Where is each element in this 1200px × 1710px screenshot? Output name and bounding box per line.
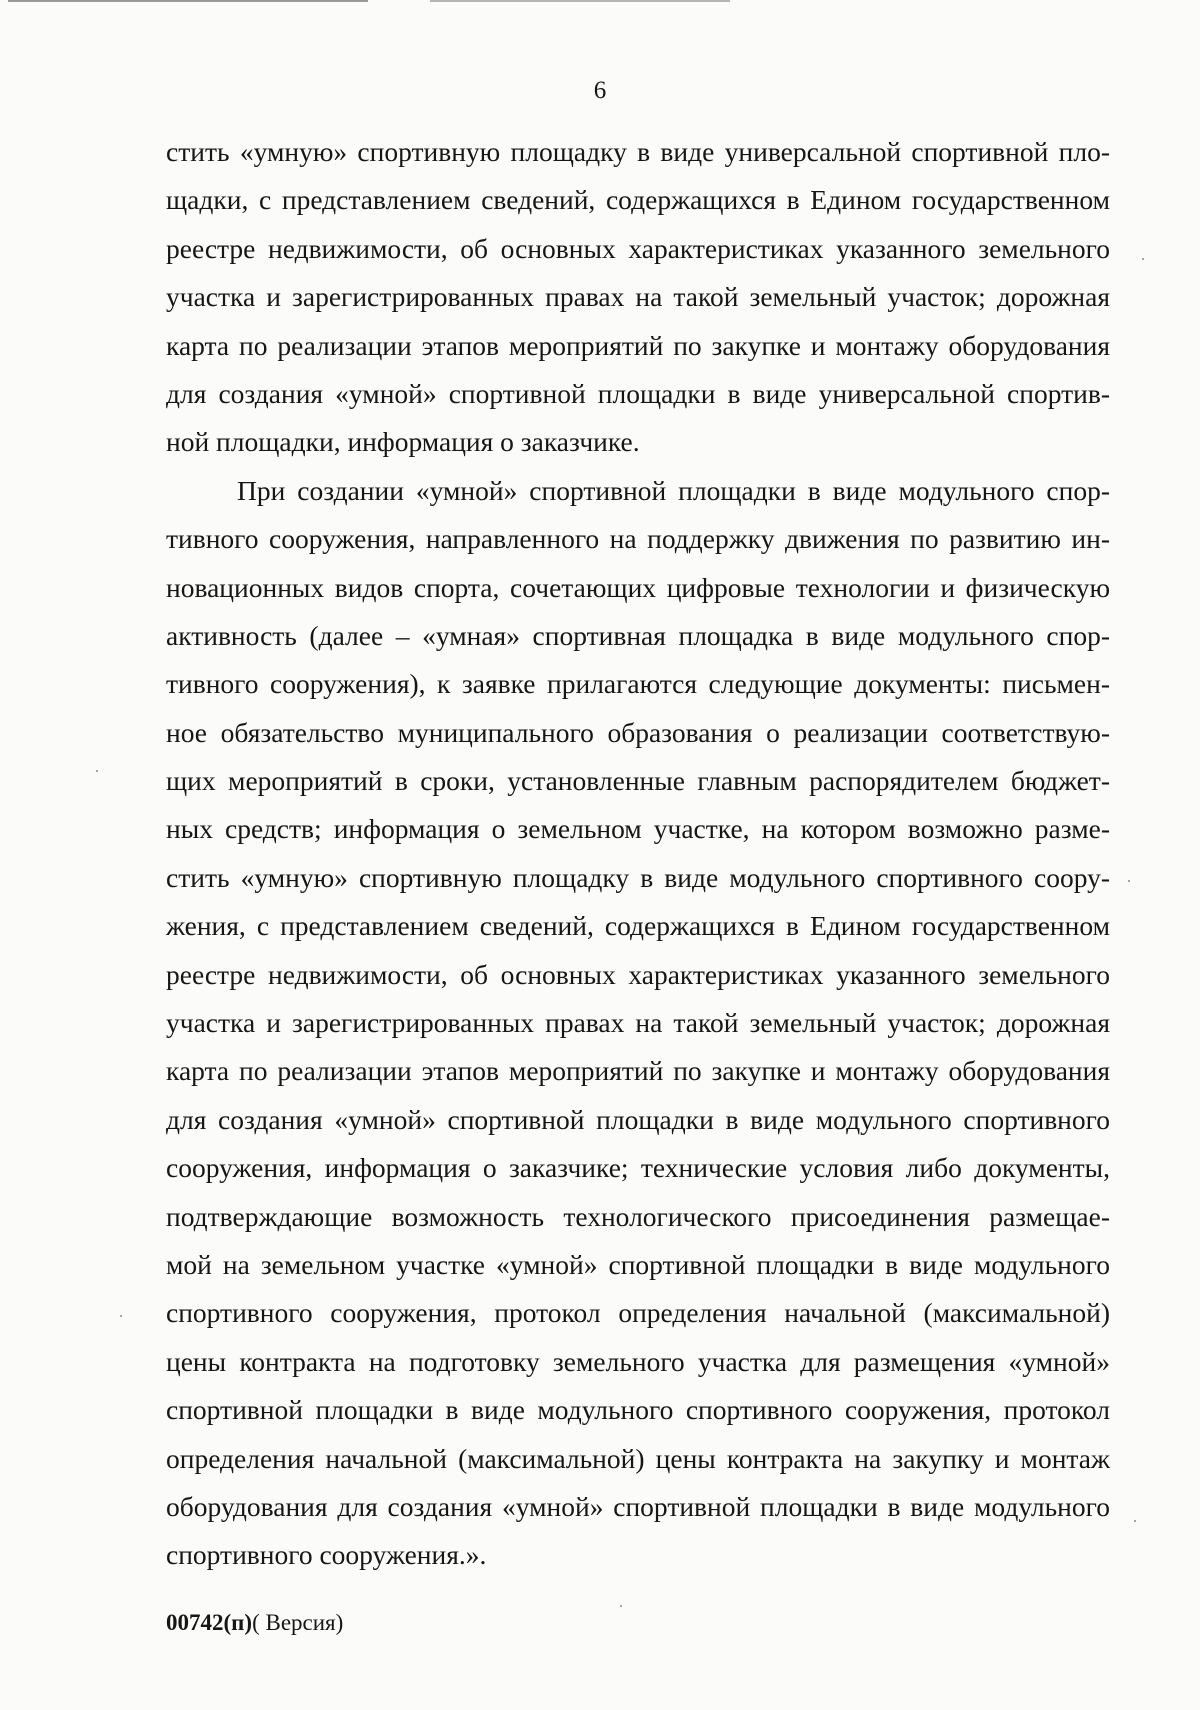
text-line: стить «умную» спортивную площадку в виде универсальной спортивной пло-: [166, 136, 1110, 167]
text-line: участка и зарегистрированных правах на такой земельный участок; дорожная: [166, 1007, 1110, 1039]
text-line: ных средств; информация о земельном участке, на котором возможно разме-: [166, 813, 1110, 845]
text-line: карта по реализации этапов мероприятий по закупке и монтажу оборудования: [166, 1055, 1110, 1087]
paragraph-1: [166, 128, 1110, 467]
text-line: тивного сооружения), к заявке прилагаются следующие документы: письмен-: [166, 668, 1110, 700]
text-line: При создании «умной» спортивной площадки в виде модульного спор-: [237, 474, 1110, 506]
text-line: щих мероприятий в сроки, установленные главным распорядителем бюджет-: [166, 765, 1110, 797]
text-line: сооружения, информация о заказчике; технические условия либо документы,: [166, 1152, 1110, 1184]
text-line: щадки, с представлением сведений, содержащихся в Едином государственном: [166, 184, 1110, 216]
text-line: стить «умную» спортивную площадку в виде модульного спортивного соору-: [166, 861, 1110, 893]
scan-speck: [1128, 880, 1130, 882]
document-version: ( Версия): [252, 1610, 344, 1635]
text-line: ной площадки, информация о заказчике.: [166, 426, 640, 458]
scan-edge-mark: [430, 0, 730, 2]
scan-speck: [96, 770, 98, 772]
text-line: спортивного сооружения, протокол определения начальной (максимальной): [166, 1297, 1110, 1329]
scan-speck: [1134, 1520, 1136, 1522]
scan-edge-mark: [8, 0, 368, 2]
text-line: оборудования для создания «умной» спортивной площадки в виде модульного: [166, 1490, 1110, 1522]
scan-speck: [620, 1605, 622, 1607]
text-line: новационных видов спорта, сочетающих цифровые технологии и физическую: [166, 571, 1110, 603]
text-line: для создания «умной» спортивной площадки в виде универсальной спортив-: [166, 377, 1110, 409]
text-line: цены контракта на подготовку земельного участка для размещения «умной»: [166, 1345, 1110, 1377]
text-line: реестре недвижимости, об основных характеристиках указанного земельного: [166, 958, 1110, 990]
text-line: тивного сооружения, направленного на поддержку движения по развитию ин-: [166, 523, 1110, 555]
paragraph-2: [166, 467, 1110, 1580]
text-line: участка и зарегистрированных правах на такой земельный участок; дорожная: [166, 281, 1110, 313]
page-number: 6: [593, 77, 607, 104]
text-line: реестре недвижимости, об основных характеристиках указанного земельного: [166, 232, 1110, 264]
document-body: [166, 128, 1110, 1580]
text-line: спортивной площадки в виде модульного спортивного сооружения, протокол: [166, 1394, 1110, 1426]
text-line: определения начальной (максимальной) цены контракта на закупку и монтаж: [166, 1442, 1110, 1474]
document-code: 00742(п): [166, 1610, 253, 1635]
text-line: подтверждающие возможность технологического присоединения размещае-: [166, 1200, 1110, 1232]
scan-speck: [1142, 258, 1144, 260]
text-line: карта по реализации этапов мероприятий по закупке и монтажу оборудования: [166, 329, 1110, 361]
text-line: мой на земельном участке «умной» спортивной площадки в виде модульного: [166, 1248, 1110, 1280]
scan-speck: [120, 1315, 122, 1317]
text-line: жения, с представлением сведений, содержащихся в Едином государственном: [166, 910, 1110, 942]
document-footer: [166, 1608, 343, 1638]
text-line: для создания «умной» спортивной площадки в виде модульного спортивного: [166, 1103, 1110, 1135]
text-line: активность (далее – «умная» спортивная площадка в виде модульного спор-: [166, 619, 1110, 651]
text-line: спортивного сооружения.».: [166, 1539, 487, 1571]
text-line: ное обязательство муниципального образования о реализации соответствую-: [166, 716, 1110, 748]
